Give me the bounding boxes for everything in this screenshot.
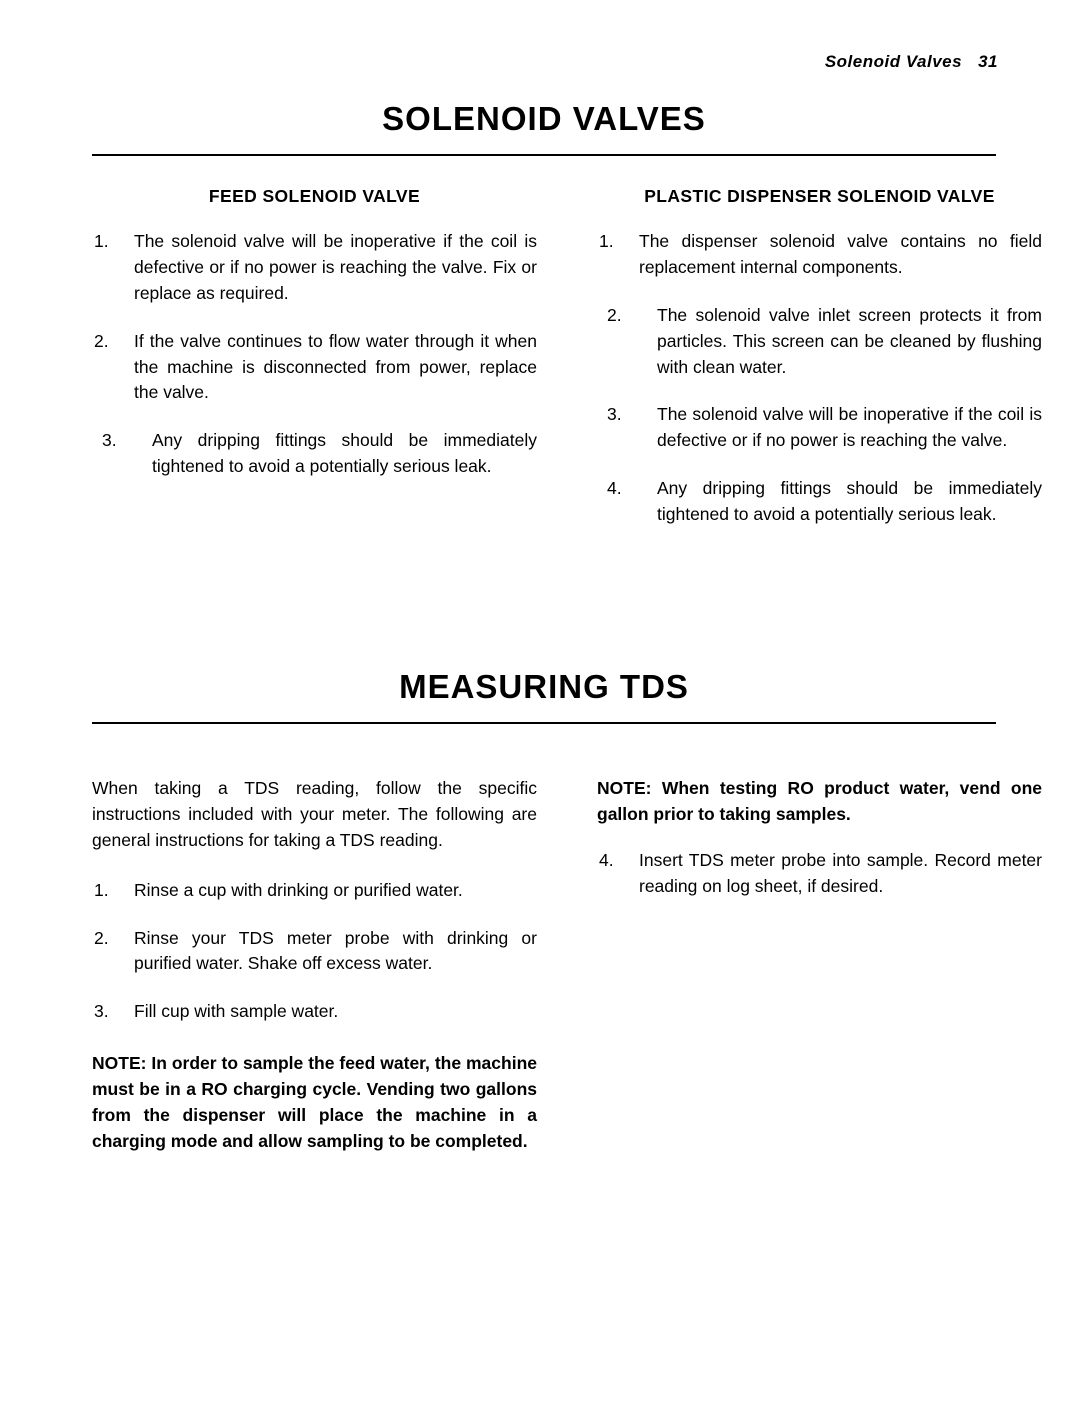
list-item-number: 1. (599, 231, 614, 251)
list-item (92, 229, 537, 307)
list-item (92, 329, 537, 407)
section-spacer (92, 550, 996, 668)
list-item-text: If the valve continues to flow water through it when the machine is disconnected from power, replace the valve. (134, 330, 537, 403)
page-content (92, 100, 1042, 1155)
list-item-number: 2. (607, 304, 622, 325)
solenoid-valves-columns (92, 186, 1042, 550)
column-tds-right (597, 776, 1042, 1155)
list-item-number: 4. (599, 849, 614, 870)
list-item-number: 1. (94, 231, 109, 251)
list-item-text: Insert TDS meter probe into sample. Record meter reading on log sheet, if desired. (639, 849, 1042, 896)
list-item (597, 402, 1042, 454)
tds-intro-paragraph: When taking a TDS reading, follow the specific instructions included with your meter. The following are general instructions for taking a TDS reading. (92, 778, 537, 850)
list-item (92, 999, 537, 1025)
running-title: Solenoid Valves (824, 52, 963, 71)
section-title-solenoid-valves: SOLENOID VALVES (382, 100, 706, 137)
list-item (92, 926, 537, 978)
list-item-number: 3. (607, 404, 622, 425)
tds-note-right: NOTE: When testing RO product water, vend one gallon prior to taking samples. (597, 778, 1042, 824)
list-item-number: 3. (94, 1001, 109, 1022)
subheading-feed-solenoid-valve: FEED SOLENOID VALVE (208, 186, 421, 206)
column-feed-solenoid-valve (92, 186, 537, 550)
tds-note-left: NOTE: In order to sample the feed water, the machine must be in a RO charging cycle. Vending two gallons from the dispenser will place the machine in a charging mode and allow sampling to be completed. (92, 1053, 537, 1151)
page-number: 31 (978, 52, 998, 71)
list-item-number: 2. (94, 330, 109, 351)
section-divider-2 (92, 722, 996, 724)
subheading-plastic-dispenser-solenoid-valve: PLASTIC DISPENSER SOLENOID VALVE (644, 186, 995, 206)
list-item (597, 476, 1042, 528)
list-item-number: 2. (94, 927, 109, 948)
list-item (92, 428, 537, 480)
list-item-text: The solenoid valve will be inoperative if the coil is defective or if no power is reaching the valve. Fix or replace as required. (134, 231, 537, 303)
list-item-number: 1. (94, 879, 109, 900)
list-item (597, 848, 1042, 900)
list-item (92, 878, 537, 904)
list-item-number: 4. (607, 478, 622, 499)
section-title-measuring-tds: MEASURING TDS (399, 668, 689, 706)
list-item-text: The solenoid valve will be inoperative if the coil is defective or if no power is reaching the valve. (657, 404, 1042, 451)
list-item-text: Any dripping fittings should be immediately tightened to avoid a potentially serious leak. (152, 430, 537, 477)
list-item-text: Rinse your TDS meter probe with drinking or purified water. Shake off excess water. (134, 927, 537, 974)
running-header (825, 52, 998, 72)
plastic-dispenser-solenoid-valve-list (597, 229, 1042, 528)
tds-steps-list-right (597, 848, 1042, 900)
list-item-text: The solenoid valve inlet screen protects it from particles. This screen can be cleaned by flushing with clean water. (657, 304, 1042, 377)
list-item-number: 3. (102, 430, 117, 451)
list-item (597, 229, 1042, 281)
column-tds-left (92, 776, 537, 1155)
list-item (597, 303, 1042, 381)
list-item-text: The dispenser solenoid valve contains no field replacement internal components. (639, 231, 1042, 277)
column-plastic-dispenser-solenoid-valve (597, 186, 1042, 550)
tds-steps-list (92, 878, 537, 1026)
feed-solenoid-valve-list (92, 229, 537, 480)
list-item-text: Rinse a cup with drinking or purified water. (134, 879, 463, 900)
measuring-tds-columns (92, 776, 1042, 1155)
list-item-text: Fill cup with sample water. (134, 1001, 339, 1022)
section-divider-1 (92, 154, 996, 156)
list-item-text: Any dripping fittings should be immediately tightened to avoid a potentially serious leak. (657, 478, 1042, 525)
